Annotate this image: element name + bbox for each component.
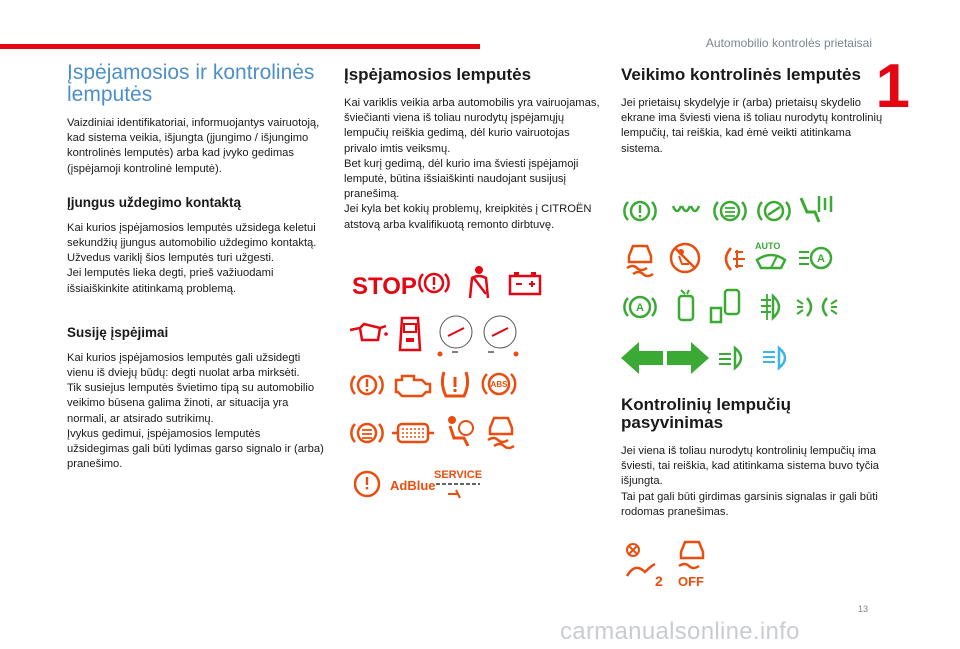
- svg-text:STOP: STOP: [352, 273, 417, 300]
- function-title: Veikimo kontrolinės lemputės: [621, 65, 861, 84]
- door-open-icon: [396, 314, 424, 354]
- abs-icon: [482, 368, 516, 400]
- dipped-beam-icon: [717, 344, 751, 372]
- svg-text:AUTO: AUTO: [755, 241, 781, 251]
- brake-green-icon: [623, 196, 657, 226]
- main-beam-icon: [761, 344, 795, 372]
- key-in-car-icon: [671, 286, 701, 326]
- svg-text:ABS: ABS: [490, 380, 508, 389]
- page-number: 13: [857, 604, 868, 614]
- stop-start-icon: [623, 292, 657, 322]
- adblue-icon: [390, 476, 438, 496]
- ignition-text-3: Jei lemputės lieka degti, prieš važiuodami išsiaiškinkite atitinkamą problemą.: [67, 267, 274, 295]
- function-text: Jei prietaisų skydelyje ir (arba) prietaisų skydelio ekrane ima šviesti viena iš toliau nurodytų kontrolinių lempučių, tai reiškia, kad ėmė veikti atitinkama sistema.: [621, 97, 883, 155]
- engine-icon: [392, 370, 432, 400]
- intro-text: Vaizdiniai identifikatoriai, informuojantys vairuotoją, kad sistema veikia, išjungta (įjungimo / išjungimo kontrolinės lemputės) arba kad įvyko gedimas (įspėjamoji kontrolinė lemputė).: [67, 117, 320, 175]
- warning-icons-grid: [340, 262, 600, 512]
- stop-icon: [352, 270, 417, 300]
- service-wrench-icon: [350, 370, 384, 400]
- oil-pressure-icon: [348, 320, 388, 344]
- battery-icon: [508, 270, 542, 298]
- airbag-off-icon: [667, 240, 703, 276]
- auto-wipers-icon: [753, 240, 789, 276]
- svg-text:AdBlue: AdBlue: [390, 478, 436, 493]
- auto-headlamp-icon: [795, 244, 835, 274]
- service-icon: [434, 466, 482, 502]
- passive-title: Kontrolinių lempučių pasyvinimas: [621, 395, 791, 432]
- related-text-2: Tik susiejus lemputės švietimo tipą su automobilio veikimo būsena galima žinoti, ar situacija yra normali, ar atsirado sutrikimų.: [67, 382, 315, 425]
- esp-icon: [484, 414, 518, 448]
- tyre-pressure-icon: [438, 366, 472, 402]
- turn-right-icon: [665, 338, 711, 378]
- sidelamps-icon: [795, 294, 839, 320]
- particle-filter-icon: [392, 420, 434, 446]
- heading-ignition: Įjungus uždegimo kontaktą: [67, 194, 242, 210]
- related-text-3: Įvykus gedimui, įspėjamosios lemputės užsidegimas gali būti lydimas garso signalo ir (arba) pranešimo.: [67, 427, 324, 471]
- column-intro: [67, 62, 325, 472]
- warning-text-3: Jei kyla bet kokių problemų, kreipkitės į CITROËN atstovą arba kvalifikuotą remonto dirbtuvę.: [344, 203, 592, 231]
- front-foglamp-icon: [757, 292, 789, 322]
- svg-text:SERVICE: SERVICE: [434, 469, 483, 481]
- foot-on-brake-icon: [797, 192, 837, 228]
- brake-warning-icon: [418, 268, 450, 298]
- svg-text:2: 2: [655, 573, 663, 589]
- passive-text-2: Tai pat gali būti girdimas garsinis signalas ir gali būti rodomas pranešimas.: [621, 490, 878, 518]
- svg-text:A: A: [636, 302, 644, 314]
- column-passive: [621, 396, 886, 520]
- watermark: carmanualsonline.info: [560, 618, 800, 645]
- svg-text:A: A: [817, 253, 825, 265]
- function-icons-grid: [617, 190, 867, 390]
- remote-key-icon: [707, 286, 747, 326]
- brake-pads-green-icon: [713, 196, 747, 226]
- chapter-number: 1: [875, 52, 910, 121]
- running-head: Automobilio kontrolės prietaisai: [705, 36, 872, 50]
- warning-title: Įspėjamosios lemputės: [344, 65, 532, 84]
- ignition-text-1: Kai kurios įspėjamosios lemputės užsidega keletui sekundžių įjungus automobilio uždegimo kontaktą.: [67, 221, 317, 250]
- ignition-text-2: Užvedus variklį šios lemputės turi užgesti.: [67, 252, 275, 265]
- heading-related: Susiję įspėjimai: [67, 324, 169, 340]
- column-function-lamps: [621, 66, 886, 157]
- preheat-icon: [669, 198, 703, 224]
- turn-left-icon: [619, 338, 665, 378]
- rear-foglamp-icon: [717, 244, 747, 274]
- top-accent-bar: [0, 44, 480, 49]
- esp-green-icon: [623, 242, 657, 276]
- off-icons-grid: [617, 536, 737, 596]
- warning-text-1: Kai variklis veikia arba automobilis yra vairuojamas, šviečianti viena iš toliau nurodytų įspėjamųjų lempučių reiškia gedimą, dėl kurio vairuotojas privalo imtis veiksmų.: [344, 97, 600, 155]
- section-title: Įspėjamosios ir kontrolinės lemputės: [67, 61, 315, 106]
- related-text-1: Kai kurios įspėjamosios lemputės gali užsidegti vienu iš dviejų būdų: degti nuolat arba mirksėti.: [67, 351, 301, 380]
- lane-assist-off-icon: [623, 542, 663, 590]
- steering-icon: [350, 468, 384, 500]
- passive-text-1: Jei viena iš toliau nurodytų kontrolinių lempučių ima šviesti, tai reiškia, kad atitinkama sistema buvo tyčia išjungta.: [621, 445, 880, 488]
- airbag-icon: [442, 414, 474, 448]
- svg-text:OFF: OFF: [678, 574, 704, 589]
- parking-brake-auto-icon: [757, 196, 791, 226]
- esp-off-icon: [671, 538, 711, 590]
- gauge-cluster-icon: [430, 306, 526, 358]
- column-warning-lamps: [344, 66, 600, 233]
- seatbelt-icon: [464, 264, 494, 300]
- brake-pad-icon: [350, 418, 384, 448]
- warning-text-2: Bet kurį gedimą, dėl kurio ima šviesti įspėjamoji lemputė, būtina išsiaiškinti naudojant susijusį pranešimą.: [344, 157, 579, 201]
